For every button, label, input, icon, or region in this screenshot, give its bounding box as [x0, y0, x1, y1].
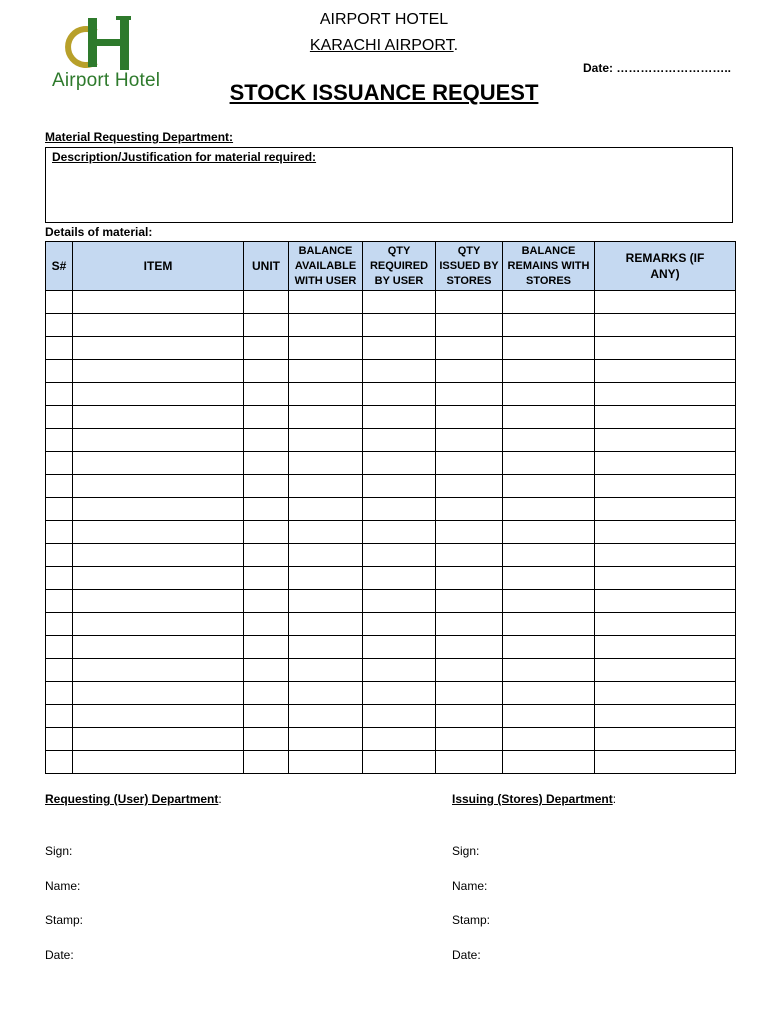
table-cell[interactable]	[503, 751, 595, 774]
table-cell[interactable]	[244, 406, 289, 429]
table-cell[interactable]	[363, 291, 436, 314]
table-row	[46, 751, 736, 774]
table-cell[interactable]	[289, 521, 363, 544]
column-header-serial: S#	[46, 242, 73, 291]
table-cell[interactable]	[289, 705, 363, 728]
table-cell[interactable]	[46, 429, 73, 452]
table-cell[interactable]	[363, 567, 436, 590]
table-cell[interactable]	[436, 521, 503, 544]
table-cell[interactable]	[244, 383, 289, 406]
table-cell[interactable]	[436, 590, 503, 613]
table-cell[interactable]	[244, 544, 289, 567]
table-cell[interactable]	[503, 659, 595, 682]
table-row	[46, 337, 736, 360]
table-header-row	[46, 242, 736, 291]
table-cell[interactable]	[244, 751, 289, 774]
table-cell[interactable]	[73, 728, 244, 751]
table-cell[interactable]	[46, 682, 73, 705]
table-cell[interactable]	[436, 360, 503, 383]
table-cell[interactable]	[363, 728, 436, 751]
table-row	[46, 498, 736, 521]
table-cell[interactable]	[289, 728, 363, 751]
table-cell[interactable]	[436, 429, 503, 452]
table-row	[46, 521, 736, 544]
table-cell[interactable]	[73, 705, 244, 728]
table-cell[interactable]	[363, 751, 436, 774]
table-cell[interactable]	[363, 314, 436, 337]
table-cell[interactable]	[73, 498, 244, 521]
table-cell[interactable]	[363, 360, 436, 383]
table-cell[interactable]	[363, 475, 436, 498]
issuing-stamp-label: Stamp:	[452, 913, 491, 927]
issuing-department-heading-colon: :	[612, 792, 617, 806]
table-cell[interactable]	[289, 659, 363, 682]
table-cell[interactable]	[595, 636, 736, 659]
table-cell[interactable]	[363, 406, 436, 429]
table-cell[interactable]	[289, 636, 363, 659]
table-cell[interactable]	[503, 383, 595, 406]
table-cell[interactable]	[244, 337, 289, 360]
table-cell[interactable]	[436, 337, 503, 360]
table-row	[46, 590, 736, 613]
table-cell[interactable]	[436, 498, 503, 521]
table-cell[interactable]	[46, 636, 73, 659]
table-cell[interactable]	[289, 567, 363, 590]
table-cell[interactable]	[46, 728, 73, 751]
table-cell[interactable]	[244, 613, 289, 636]
table-cell[interactable]	[289, 406, 363, 429]
table-row	[46, 682, 736, 705]
table-cell[interactable]	[436, 475, 503, 498]
table-cell[interactable]	[363, 383, 436, 406]
requesting-department-heading-text: Requesting (User) Department	[45, 792, 219, 806]
table-cell[interactable]	[289, 360, 363, 383]
table-cell[interactable]	[595, 452, 736, 475]
hotel-location-suffix: .	[453, 37, 459, 54]
issuing-department-heading	[452, 792, 616, 806]
requesting-department-heading	[45, 792, 222, 806]
table-cell[interactable]	[595, 291, 736, 314]
table-cell[interactable]	[46, 567, 73, 590]
table-cell[interactable]	[73, 383, 244, 406]
requesting-sign-label: Sign:	[45, 844, 73, 858]
table-row	[46, 406, 736, 429]
requesting-stamp-label: Stamp:	[45, 913, 84, 927]
table-cell[interactable]	[73, 521, 244, 544]
hotel-location	[274, 37, 494, 55]
table-cell[interactable]	[46, 383, 73, 406]
table-row	[46, 429, 736, 452]
date-field[interactable]: Date: ………………………..	[583, 61, 732, 75]
table-cell[interactable]	[73, 291, 244, 314]
table-cell[interactable]	[436, 636, 503, 659]
table-row	[46, 728, 736, 751]
table-cell[interactable]	[436, 452, 503, 475]
table-cell[interactable]	[244, 682, 289, 705]
table-row	[46, 613, 736, 636]
table-cell[interactable]	[73, 544, 244, 567]
logo-text: Airport Hotel	[52, 70, 161, 91]
table-cell[interactable]	[73, 452, 244, 475]
table-cell[interactable]	[244, 429, 289, 452]
table-cell[interactable]	[436, 406, 503, 429]
column-header-qty-issued: QTY ISSUED BY STORES	[436, 242, 503, 291]
table-cell[interactable]	[363, 590, 436, 613]
column-header-remarks: REMARKS (IF ANY)	[595, 242, 736, 291]
table-cell[interactable]	[503, 705, 595, 728]
table-cell[interactable]	[363, 636, 436, 659]
table-cell[interactable]	[595, 429, 736, 452]
table-cell[interactable]	[46, 544, 73, 567]
table-cell[interactable]	[436, 544, 503, 567]
table-cell[interactable]	[503, 613, 595, 636]
table-cell[interactable]	[73, 406, 244, 429]
table-cell[interactable]	[244, 567, 289, 590]
table-cell[interactable]	[46, 751, 73, 774]
table-cell[interactable]	[503, 406, 595, 429]
table-cell[interactable]	[595, 406, 736, 429]
logo-monogram-icon	[50, 12, 180, 72]
table-cell[interactable]	[503, 337, 595, 360]
table-cell[interactable]	[363, 544, 436, 567]
table-cell[interactable]	[503, 314, 595, 337]
table-cell[interactable]	[289, 429, 363, 452]
table-row	[46, 475, 736, 498]
requesting-department-heading-colon: :	[218, 792, 222, 806]
page-title: STOCK ISSUANCE REQUEST	[229, 80, 539, 105]
column-header-balance-user: BALANCE AVAILABLE WITH USER	[289, 242, 363, 291]
issuing-department-heading-text: Issuing (Stores) Department	[452, 792, 613, 806]
table-cell[interactable]	[436, 728, 503, 751]
details-label: Details of material:	[45, 225, 153, 239]
table-cell[interactable]	[595, 567, 736, 590]
table-cell[interactable]	[73, 590, 244, 613]
table-cell[interactable]	[289, 383, 363, 406]
table-cell[interactable]	[503, 567, 595, 590]
table-cell[interactable]	[73, 659, 244, 682]
material-table-body	[46, 291, 736, 774]
table-cell[interactable]	[595, 728, 736, 751]
table-cell[interactable]	[46, 291, 73, 314]
table-cell[interactable]	[289, 475, 363, 498]
table-cell[interactable]	[503, 360, 595, 383]
table-cell[interactable]	[503, 682, 595, 705]
column-header-qty-required: QTY REQUIRED BY USER	[363, 242, 436, 291]
table-cell[interactable]	[503, 590, 595, 613]
table-cell[interactable]	[503, 544, 595, 567]
table-cell[interactable]	[289, 682, 363, 705]
table-row	[46, 291, 736, 314]
table-cell[interactable]	[289, 498, 363, 521]
table-cell[interactable]	[73, 337, 244, 360]
table-cell[interactable]	[244, 728, 289, 751]
table-cell[interactable]	[244, 475, 289, 498]
table-row	[46, 544, 736, 567]
table-cell[interactable]	[46, 521, 73, 544]
table-cell[interactable]	[73, 429, 244, 452]
table-cell[interactable]	[244, 498, 289, 521]
table-cell[interactable]	[363, 705, 436, 728]
table-cell[interactable]	[244, 521, 289, 544]
table-cell[interactable]	[436, 567, 503, 590]
table-cell[interactable]	[73, 751, 244, 774]
table-cell[interactable]	[595, 682, 736, 705]
table-cell[interactable]	[363, 613, 436, 636]
table-cell[interactable]	[73, 475, 244, 498]
description-label: Description/Justification for material required:	[52, 150, 317, 164]
issuing-sign-label: Sign:	[452, 844, 480, 858]
table-cell[interactable]	[46, 659, 73, 682]
table-cell[interactable]	[436, 291, 503, 314]
table-cell[interactable]	[244, 360, 289, 383]
table-cell[interactable]	[436, 751, 503, 774]
table-cell[interactable]	[46, 590, 73, 613]
table-cell[interactable]	[436, 613, 503, 636]
table-cell[interactable]	[363, 498, 436, 521]
table-cell[interactable]	[595, 751, 736, 774]
table-cell[interactable]	[73, 613, 244, 636]
table-cell[interactable]	[46, 314, 73, 337]
table-cell[interactable]	[595, 383, 736, 406]
table-cell[interactable]	[595, 544, 736, 567]
table-cell[interactable]	[595, 360, 736, 383]
table-cell[interactable]	[244, 705, 289, 728]
table-cell[interactable]	[73, 314, 244, 337]
table-cell[interactable]	[503, 728, 595, 751]
column-header-unit: UNIT	[244, 242, 289, 291]
table-row	[46, 383, 736, 406]
table-cell[interactable]	[46, 452, 73, 475]
table-row	[46, 314, 736, 337]
table-cell[interactable]	[46, 360, 73, 383]
issuing-name-label: Name:	[452, 879, 488, 893]
material-table	[45, 241, 736, 774]
table-cell[interactable]	[289, 314, 363, 337]
table-cell[interactable]	[503, 475, 595, 498]
requesting-department-label: Material Requesting Department:	[45, 130, 234, 144]
table-cell[interactable]	[363, 682, 436, 705]
description-box[interactable]	[45, 147, 733, 223]
table-row	[46, 659, 736, 682]
table-cell[interactable]	[46, 337, 73, 360]
table-cell[interactable]	[363, 659, 436, 682]
table-cell[interactable]	[595, 475, 736, 498]
table-cell[interactable]	[436, 705, 503, 728]
table-cell[interactable]	[595, 314, 736, 337]
requesting-name-label: Name:	[45, 879, 81, 893]
table-cell[interactable]	[503, 291, 595, 314]
table-cell[interactable]	[46, 475, 73, 498]
table-cell[interactable]	[73, 360, 244, 383]
table-cell[interactable]	[73, 682, 244, 705]
table-cell[interactable]	[289, 751, 363, 774]
table-cell[interactable]	[73, 567, 244, 590]
table-row	[46, 360, 736, 383]
table-cell[interactable]	[595, 590, 736, 613]
table-cell[interactable]	[289, 452, 363, 475]
table-cell[interactable]	[595, 498, 736, 521]
table-cell[interactable]	[289, 337, 363, 360]
table-cell[interactable]	[244, 291, 289, 314]
table-cell[interactable]	[436, 682, 503, 705]
table-cell[interactable]	[73, 636, 244, 659]
table-cell[interactable]	[46, 705, 73, 728]
column-header-item: ITEM	[73, 242, 244, 291]
table-cell[interactable]	[595, 337, 736, 360]
table-cell[interactable]	[244, 659, 289, 682]
table-cell[interactable]	[244, 314, 289, 337]
table-cell[interactable]	[289, 590, 363, 613]
table-cell[interactable]	[46, 498, 73, 521]
table-cell[interactable]	[595, 705, 736, 728]
table-cell[interactable]	[503, 521, 595, 544]
table-cell[interactable]	[436, 659, 503, 682]
table-cell[interactable]	[363, 429, 436, 452]
table-cell[interactable]	[289, 544, 363, 567]
table-cell[interactable]	[363, 521, 436, 544]
table-cell[interactable]	[503, 452, 595, 475]
table-row	[46, 567, 736, 590]
issuing-date-label: Date:	[452, 948, 481, 962]
table-cell[interactable]	[46, 406, 73, 429]
table-cell[interactable]	[289, 613, 363, 636]
table-cell[interactable]	[503, 636, 595, 659]
table-row	[46, 452, 736, 475]
requesting-date-label: Date:	[45, 948, 74, 962]
table-cell[interactable]	[244, 452, 289, 475]
table-row	[46, 636, 736, 659]
table-cell[interactable]	[363, 337, 436, 360]
table-cell[interactable]	[503, 429, 595, 452]
table-cell[interactable]	[244, 590, 289, 613]
table-cell[interactable]	[436, 383, 503, 406]
table-cell[interactable]	[363, 452, 436, 475]
table-cell[interactable]	[46, 613, 73, 636]
table-cell[interactable]	[436, 314, 503, 337]
table-row	[46, 705, 736, 728]
table-cell[interactable]	[244, 636, 289, 659]
hotel-name: AIRPORT HOTEL	[319, 11, 449, 28]
table-cell[interactable]	[503, 498, 595, 521]
table-cell[interactable]	[595, 659, 736, 682]
column-header-balance-stores: BALANCE REMAINS WITH STORES	[503, 242, 595, 291]
table-cell[interactable]	[595, 613, 736, 636]
table-cell[interactable]	[289, 291, 363, 314]
hotel-location-text: KARACHI AIRPORT	[309, 37, 454, 54]
table-cell[interactable]	[595, 521, 736, 544]
